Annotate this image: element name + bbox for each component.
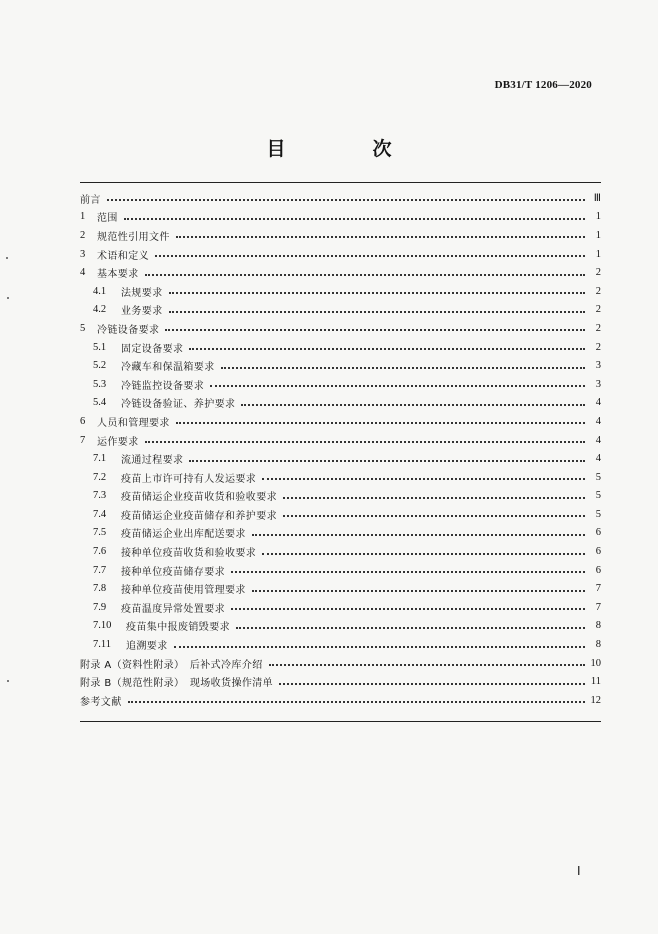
dot-leader bbox=[231, 608, 585, 610]
toc-entry-label: 接种单位疫苗收货和验收要求 bbox=[121, 548, 257, 560]
toc-entry-page: 2 bbox=[595, 322, 601, 334]
toc-entry-label: 接种单位疫苗使用管理要求 bbox=[121, 585, 246, 597]
toc-entry-label: 人员和管理要求 bbox=[97, 417, 170, 429]
toc-entry-label: 固定设备要求 bbox=[121, 343, 184, 355]
toc-entry-label: 追溯要求 bbox=[126, 641, 168, 653]
toc-entry-label: 接种单位疫苗储存要求 bbox=[121, 566, 225, 578]
dot-leader bbox=[155, 255, 585, 257]
page-number: Ⅰ bbox=[577, 864, 581, 878]
toc-entry-page: 1 bbox=[595, 229, 601, 241]
toc-entry[interactable] bbox=[80, 412, 601, 431]
toc-entry[interactable] bbox=[80, 598, 601, 617]
dot-leader bbox=[241, 404, 585, 406]
dot-leader bbox=[221, 367, 585, 369]
toc-entry[interactable] bbox=[80, 356, 601, 375]
dot-leader bbox=[128, 701, 585, 703]
toc-entry-page: 5 bbox=[595, 490, 601, 502]
top-rule bbox=[80, 182, 601, 183]
scan-speck bbox=[7, 297, 9, 299]
toc-entry-number: 7.1 bbox=[93, 453, 107, 465]
dot-leader bbox=[176, 236, 585, 238]
toc-entry[interactable] bbox=[80, 431, 601, 450]
toc-entry[interactable] bbox=[80, 672, 601, 691]
toc-entry-label: 业务要求 bbox=[121, 306, 163, 318]
toc-entry-label: 疫苗储运企业疫苗储存和养护要求 bbox=[121, 510, 277, 522]
toc-entry-page: 6 bbox=[595, 546, 601, 558]
toc-entry-label: 疫苗集中报废销毁要求 bbox=[126, 622, 230, 634]
toc-entry-page: 3 bbox=[595, 360, 601, 372]
toc-entry-page: 1 bbox=[595, 211, 601, 223]
dot-leader bbox=[283, 497, 585, 499]
toc-entry-page: 2 bbox=[595, 267, 601, 279]
dot-leader bbox=[169, 311, 585, 313]
dot-leader bbox=[145, 274, 585, 276]
toc-entry-number: 5 bbox=[80, 322, 86, 334]
toc-entry-number: 7.9 bbox=[93, 601, 107, 613]
toc-entry-number: 6 bbox=[80, 415, 86, 427]
dot-leader bbox=[279, 683, 585, 685]
toc-entry-label: 流通过程要求 bbox=[121, 455, 184, 467]
dot-leader bbox=[283, 515, 585, 517]
dot-leader bbox=[145, 441, 585, 443]
dot-leader bbox=[165, 329, 585, 331]
toc-entry-page: 5 bbox=[595, 471, 601, 483]
dot-leader bbox=[231, 571, 585, 573]
toc-entry-number: 7.2 bbox=[93, 471, 107, 483]
toc-entry-number: 7.7 bbox=[93, 564, 107, 576]
toc-entry-number: 4 bbox=[80, 267, 86, 279]
dot-leader bbox=[252, 590, 585, 592]
toc-entry-page: 1 bbox=[595, 248, 601, 260]
toc-entry-page: 4 bbox=[595, 415, 601, 427]
toc-entry-label: 前言 bbox=[80, 194, 101, 206]
toc-entry[interactable] bbox=[80, 468, 601, 487]
toc-entry[interactable] bbox=[80, 617, 601, 636]
toc-entry[interactable] bbox=[80, 579, 601, 598]
toc-entry-label: 冷链设备验证、养护要求 bbox=[121, 399, 236, 411]
dot-leader bbox=[124, 218, 585, 220]
standard-code: DB31/T 1206—2020 bbox=[494, 79, 592, 91]
toc-entry-page: 2 bbox=[595, 304, 601, 316]
toc-entry-page: 2 bbox=[595, 285, 601, 297]
toc-entry-page: 8 bbox=[595, 620, 601, 632]
toc-entry-page: 7 bbox=[595, 583, 601, 595]
toc-entry[interactable] bbox=[80, 561, 601, 580]
toc-entry[interactable] bbox=[80, 524, 601, 543]
toc-entry-number: 7.10 bbox=[93, 620, 112, 632]
toc-entry-number: 7 bbox=[80, 434, 86, 446]
toc-entry-label: 疫苗温度异常处置要求 bbox=[121, 603, 225, 615]
dot-leader bbox=[210, 385, 585, 387]
toc-entry-number: 7.5 bbox=[93, 527, 107, 539]
toc-entry-page: 12 bbox=[590, 694, 601, 706]
dot-leader bbox=[189, 348, 585, 350]
toc-entry-number: 5.1 bbox=[93, 341, 107, 353]
toc-entry[interactable] bbox=[80, 338, 601, 357]
toc-entry-number: 7.4 bbox=[93, 508, 107, 520]
dot-leader bbox=[176, 422, 585, 424]
toc-entry-page: 3 bbox=[595, 378, 601, 390]
toc-entry-number: 3 bbox=[80, 248, 86, 260]
toc-entry-number: 1 bbox=[80, 211, 86, 223]
toc-entry[interactable] bbox=[80, 375, 601, 394]
toc-entry-number: 2 bbox=[80, 229, 86, 241]
toc-entry-label: 规范性引用文件 bbox=[97, 231, 170, 243]
dot-leader bbox=[269, 664, 585, 666]
toc-entry[interactable] bbox=[80, 282, 601, 301]
toc-entry[interactable] bbox=[80, 394, 601, 413]
toc-entry[interactable] bbox=[80, 487, 601, 506]
toc-entry[interactable] bbox=[80, 208, 601, 227]
toc-entry-label: 附录 B（规范性附录） 现场收货操作清单 bbox=[80, 678, 274, 690]
toc-entry-number: 7.8 bbox=[93, 583, 107, 595]
toc-entry-label: 运作要求 bbox=[97, 436, 139, 448]
toc-entry-label: 疫苗储运企业疫苗收货和验收要求 bbox=[121, 492, 277, 504]
toc-entry-number: 5.3 bbox=[93, 378, 107, 390]
toc-entry-label: 附录 A（资料性附录） 后补式冷库介绍 bbox=[80, 659, 263, 671]
dot-leader bbox=[252, 534, 585, 536]
toc-entry-page: 4 bbox=[595, 453, 601, 465]
toc-entry[interactable] bbox=[80, 449, 601, 468]
toc-entry[interactable] bbox=[80, 542, 601, 561]
toc-entry-label: 术语和定义 bbox=[97, 250, 149, 262]
toc-entry[interactable] bbox=[80, 654, 601, 673]
toc-entry-number: 7.11 bbox=[93, 639, 111, 651]
toc-entry[interactable] bbox=[80, 319, 601, 338]
toc-entry[interactable] bbox=[80, 245, 601, 264]
toc-entry-label: 法规要求 bbox=[121, 287, 163, 299]
dot-leader bbox=[236, 627, 585, 629]
dot-leader bbox=[262, 553, 585, 555]
bottom-rule bbox=[80, 721, 601, 722]
toc-entry-number: 4.2 bbox=[93, 304, 107, 316]
toc-entry-label: 范围 bbox=[97, 213, 118, 225]
toc-entry-page: 2 bbox=[595, 341, 601, 353]
toc-entry-page: 11 bbox=[590, 676, 601, 688]
toc-entry[interactable] bbox=[80, 189, 601, 208]
toc-entry-label: 疫苗上市许可持有人发运要求 bbox=[121, 473, 257, 485]
toc-entry[interactable] bbox=[80, 635, 601, 654]
toc-entry[interactable] bbox=[80, 263, 601, 282]
toc-entry-page: 7 bbox=[595, 601, 601, 613]
toc-entry-label: 参考文献 bbox=[80, 696, 122, 708]
toc-entry-number: 7.3 bbox=[93, 490, 107, 502]
dot-leader bbox=[262, 478, 585, 480]
dot-leader bbox=[107, 199, 585, 201]
toc-entry-page: 8 bbox=[595, 639, 601, 651]
toc-entry[interactable] bbox=[80, 691, 601, 710]
toc-entry-label: 基本要求 bbox=[97, 269, 139, 281]
dot-leader bbox=[174, 646, 585, 648]
dot-leader bbox=[189, 460, 585, 462]
toc-entry[interactable] bbox=[80, 505, 601, 524]
toc-entry-page: 4 bbox=[595, 434, 601, 446]
toc-entry-label: 冷藏车和保温箱要求 bbox=[121, 362, 215, 374]
scan-speck bbox=[7, 680, 9, 682]
toc-entry-page: 6 bbox=[595, 527, 601, 539]
toc-entry-number: 5.2 bbox=[93, 360, 107, 372]
toc-entry-number: 5.4 bbox=[93, 397, 107, 409]
toc-entry-page: 4 bbox=[595, 397, 601, 409]
toc-entry-page: Ⅲ bbox=[593, 193, 601, 205]
toc-entry-page: 10 bbox=[590, 657, 601, 669]
toc-entry-label: 冷链设备要求 bbox=[97, 324, 160, 336]
toc-entry-number: 4.1 bbox=[93, 285, 107, 297]
toc-entry-label: 疫苗储运企业出库配送要求 bbox=[121, 529, 246, 541]
toc-entry-label: 冷链监控设备要求 bbox=[121, 380, 205, 392]
page-title: 目 次 bbox=[266, 138, 426, 160]
dot-leader bbox=[169, 292, 585, 294]
table-of-contents bbox=[80, 189, 601, 710]
toc-entry[interactable] bbox=[80, 301, 601, 320]
toc-entry-page: 6 bbox=[595, 564, 601, 576]
scan-speck bbox=[6, 257, 8, 259]
toc-entry-number: 7.6 bbox=[93, 546, 107, 558]
toc-entry-page: 5 bbox=[595, 508, 601, 520]
toc-entry[interactable] bbox=[80, 226, 601, 245]
